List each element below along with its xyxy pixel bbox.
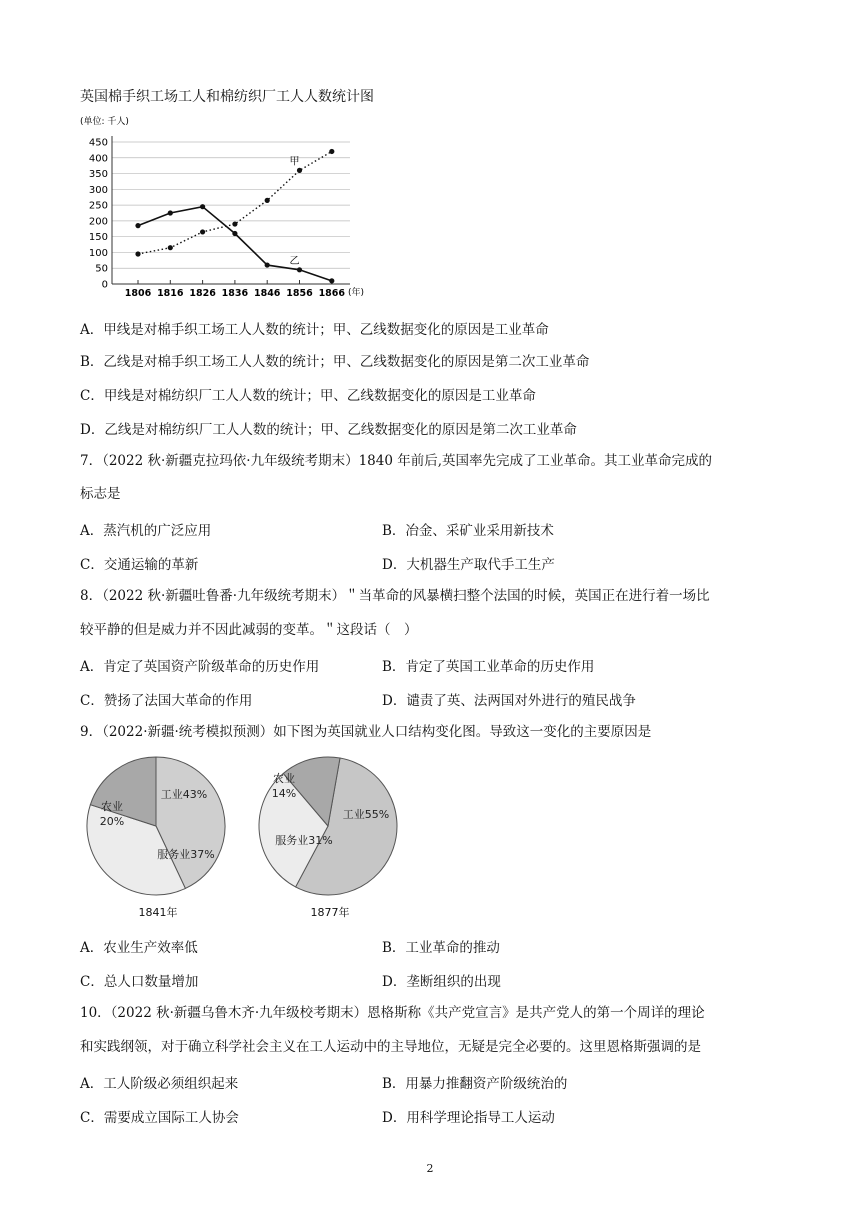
pie-slice-label: 农业 — [273, 772, 295, 785]
data-point — [168, 245, 173, 250]
data-point — [200, 204, 205, 209]
q6-option-a[interactable]: A．甲线是对棉手织工场工人人数的统计；甲、乙线数据变化的原因是工业革命 — [80, 322, 549, 338]
pie-caption: 1841年 — [138, 906, 178, 919]
data-point — [265, 198, 270, 203]
x-tick-label: 1866 — [318, 288, 346, 299]
q9-option-b[interactable]: B．工业革命的推动 — [382, 940, 500, 956]
pie-chart-1841 — [84, 754, 234, 922]
q10-stem-line2: 和实践纲领，对于确立科学社会主义在工人运动中的主导地位，无疑是完全必要的。这里恩格斯强调的是 — [80, 1039, 701, 1055]
q10-option-d[interactable]: D．用科学理论指导工人运动 — [382, 1110, 555, 1126]
y-tick-label: 50 — [95, 263, 108, 275]
y-tick-label: 0 — [101, 279, 108, 291]
series-name-label: 甲 — [289, 156, 300, 168]
data-point — [232, 231, 237, 236]
q8-option-d[interactable]: D．谴责了英、法两国对外进行的殖民战争 — [382, 693, 636, 709]
q7-option-a[interactable]: A．蒸汽机的广泛应用 — [80, 523, 212, 539]
y-tick-label: 450 — [88, 137, 108, 149]
q7-option-b[interactable]: B．冶金、采矿业采用新技术 — [382, 523, 554, 539]
pie-slice-label: 农业 — [101, 800, 123, 813]
q8-option-b[interactable]: B．肯定了英国工业革命的历史作用 — [382, 659, 595, 675]
x-tick-label: 1856 — [286, 288, 313, 299]
q9-option-d[interactable]: D．垄断组织的出现 — [382, 974, 501, 990]
q10-stem-line1: 10．（2022 秋·新疆乌鲁木齐·九年级校考期末）恩格斯称《共产党宣言》是共产党人的第一个周详的理论 — [80, 1005, 705, 1021]
x-tick-label: 1806 — [124, 288, 152, 299]
series-line-1 — [138, 151, 332, 254]
q8-option-a[interactable]: A．肯定了英国资产阶级革命的历史作用 — [80, 659, 320, 675]
data-point — [265, 262, 270, 267]
data-point — [329, 149, 334, 154]
q6-option-c[interactable]: C．甲线是对棉纺织厂工人人数的统计；甲、乙线数据变化的原因是工业革命 — [80, 388, 536, 404]
q10-option-b[interactable]: B．用暴力推翻资产阶级统治的 — [382, 1076, 568, 1092]
q10-option-c[interactable]: C．需要成立国际工人协会 — [80, 1110, 239, 1126]
x-tick-label: 1836 — [221, 288, 249, 299]
data-point — [297, 168, 302, 173]
x-tick-label: 1816 — [157, 288, 184, 299]
pie-slice-label: 服务业37% — [157, 848, 215, 861]
line-chart — [80, 112, 380, 302]
q6-option-d[interactable]: D．乙线是对棉纺织厂工人人数的统计；甲、乙线数据变化的原因是第二次工业革命 — [80, 422, 577, 438]
q9-option-c[interactable]: C．总人口数量增加 — [80, 974, 199, 990]
pie-slice-label: 服务业31% — [275, 834, 333, 847]
series-line-2 — [138, 207, 332, 281]
chart-unit-label: (单位: 千人) — [80, 117, 129, 127]
chart-title: 英国棉手织工场工人和棉纺织厂工人人数统计图 — [80, 89, 374, 105]
q7-option-c[interactable]: C．交通运输的革新 — [80, 557, 199, 573]
q8-stem-line2: 较平静的但是威力并不因此减弱的变革。＂这段话（ ） — [80, 622, 418, 638]
data-point — [200, 229, 205, 234]
x-tick-label: 1846 — [253, 288, 281, 299]
y-tick-label: 100 — [88, 247, 108, 259]
pie-slice-value: 20% — [99, 815, 125, 828]
page-number: 2 — [426, 1162, 434, 1175]
y-tick-label: 400 — [88, 153, 108, 165]
x-tick-label: 1826 — [189, 288, 216, 299]
q7-stem-line1: 7．（2022 秋·新疆克拉玛依·九年级统考期末）1840 年前后,英国率先完成了工业革命。其工业革命完成的 — [80, 453, 713, 469]
data-point — [135, 251, 140, 256]
q9-stem: 9．（2022·新疆·统考模拟预测）如下图为英国就业人口结构变化图。导致这一变化的主要原因是 — [80, 724, 652, 740]
series-name-label: 乙 — [289, 255, 300, 267]
q6-option-b[interactable]: B．乙线是对棉手织工场工人人数的统计；甲、乙线数据变化的原因是第二次工业革命 — [80, 354, 590, 370]
y-tick-label: 350 — [88, 169, 108, 181]
pie-slice-label: 工业55% — [342, 808, 390, 821]
pie-caption: 1877年 — [310, 906, 350, 919]
pie-chart-1877 — [256, 754, 406, 922]
q9-option-a[interactable]: A．农业生产效率低 — [80, 940, 198, 956]
pie-slice-value: 14% — [271, 787, 297, 800]
y-tick-label: 150 — [88, 232, 108, 244]
q7-option-d[interactable]: D．大机器生产取代手工生产 — [382, 557, 555, 573]
y-tick-label: 200 — [88, 216, 108, 228]
q8-stem-line1: 8．（2022 秋·新疆吐鲁番·九年级统考期末）＂当革命的风暴横扫整个法国的时候，英国正在进行着一场比 — [80, 588, 710, 604]
q7-stem-line2: 标志是 — [80, 486, 121, 502]
q10-option-a[interactable]: A．工人阶级必须组织起来 — [80, 1076, 239, 1092]
data-point — [168, 210, 173, 215]
data-point — [135, 223, 140, 228]
y-tick-label: 250 — [88, 200, 108, 212]
data-point — [329, 278, 334, 283]
chart-x-unit: (年) — [348, 288, 365, 298]
data-point — [232, 221, 237, 226]
pie-slice-label: 工业43% — [160, 788, 208, 801]
y-tick-label: 300 — [88, 184, 108, 196]
data-point — [297, 267, 302, 272]
q8-option-c[interactable]: C．赞扬了法国大革命的作用 — [80, 693, 253, 709]
